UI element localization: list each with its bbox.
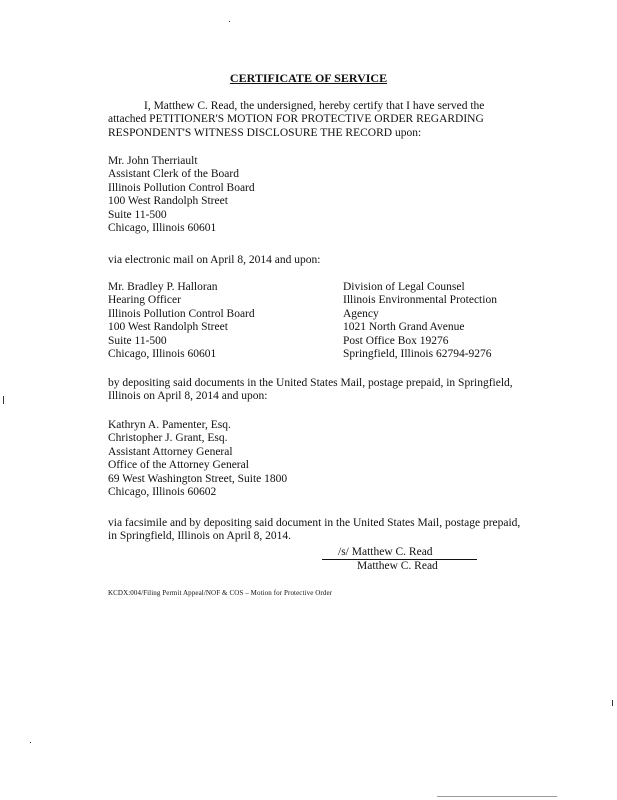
address-line: Hearing Officer [108,294,181,307]
address-line: 100 West Randolph Street [108,321,228,334]
recipient-legal-counsel-address [343,281,497,361]
address-line: Suite 11-500 [108,208,167,221]
address-line: 69 West Washington Street, Suite 1800 [108,472,288,485]
signer-name: Matthew C. Read [357,560,438,572]
intro-line: attached PETITIONER'S MOTION FOR PROTECTIVE ORDER REGARDING [108,113,484,126]
address-line: Agency [343,307,379,320]
service-method-mail [108,377,513,404]
scan-speck [3,396,4,404]
address-line: Christopher J. Grant, Esq. [108,432,228,445]
address-line: Mr. Bradley P. Halloran [108,281,218,293]
service-method-email: via electronic mail on April 8, 2014 and upon: [108,254,321,266]
address-line: Assistant Clerk of the Board [108,168,239,181]
address-line: Office of the Attorney General [108,459,249,472]
method-line: Illinois on April 8, 2014 and upon: [108,390,268,403]
address-line: 1021 North Grand Avenue [343,321,465,334]
method-line: via facsimile and by depositing said document in the United States Mail, postage prepaid, [108,517,521,529]
address-line: Kathryn A. Pamenter, Esq. [108,419,231,431]
method-line: by depositing said documents in the United States Mail, postage prepaid, in Springfield, [108,377,513,389]
address-line: 100 West Randolph Street [108,195,228,208]
address-line: Suite 11-500 [108,334,167,347]
intro-line: I, Matthew C. Read, the undersigned, hereby certify that I have served the [144,100,485,112]
scan-speck [229,21,230,22]
intro-paragraph [108,100,518,140]
address-line: Illinois Environmental Protection [343,294,497,307]
address-line: Chicago, Illinois 60602 [108,486,217,499]
address-line: Chicago, Illinois 60601 [108,348,217,361]
scan-speck [612,700,613,706]
method-line: in Springfield, Illinois on April 8, 2014. [108,530,292,543]
intro-line: RESPONDENT'S WITNESS DISCLOSURE THE RECORD upon: [108,126,422,139]
address-line: Illinois Pollution Control Board [108,307,255,320]
address-line: Springfield, Illinois 62794-9276 [343,348,492,361]
address-line: Post Office Box 19276 [343,334,449,347]
address-line: Assistant Attorney General [108,445,233,458]
address-line: Illinois Pollution Control Board [108,181,255,194]
recipient-attorney-general-address [108,419,287,499]
signature-line: /s/ Matthew C. Read [322,546,477,560]
address-line: Division of Legal Counsel [343,281,465,293]
service-method-facsimile [108,517,520,544]
scan-speck [30,742,31,743]
address-line: Chicago, Illinois 60601 [108,222,217,235]
document-footer: KCDX:004/Filing Permit Appeal/NOF & COS – Motion for Protective Order [108,589,333,597]
scan-edge-line [437,796,557,797]
recipient-hearing-officer-address [108,281,255,361]
document-title: CERTIFICATE OF SERVICE [229,71,388,85]
address-line: Mr. John Therriault [108,155,198,167]
recipient-clerk-address [108,155,255,235]
